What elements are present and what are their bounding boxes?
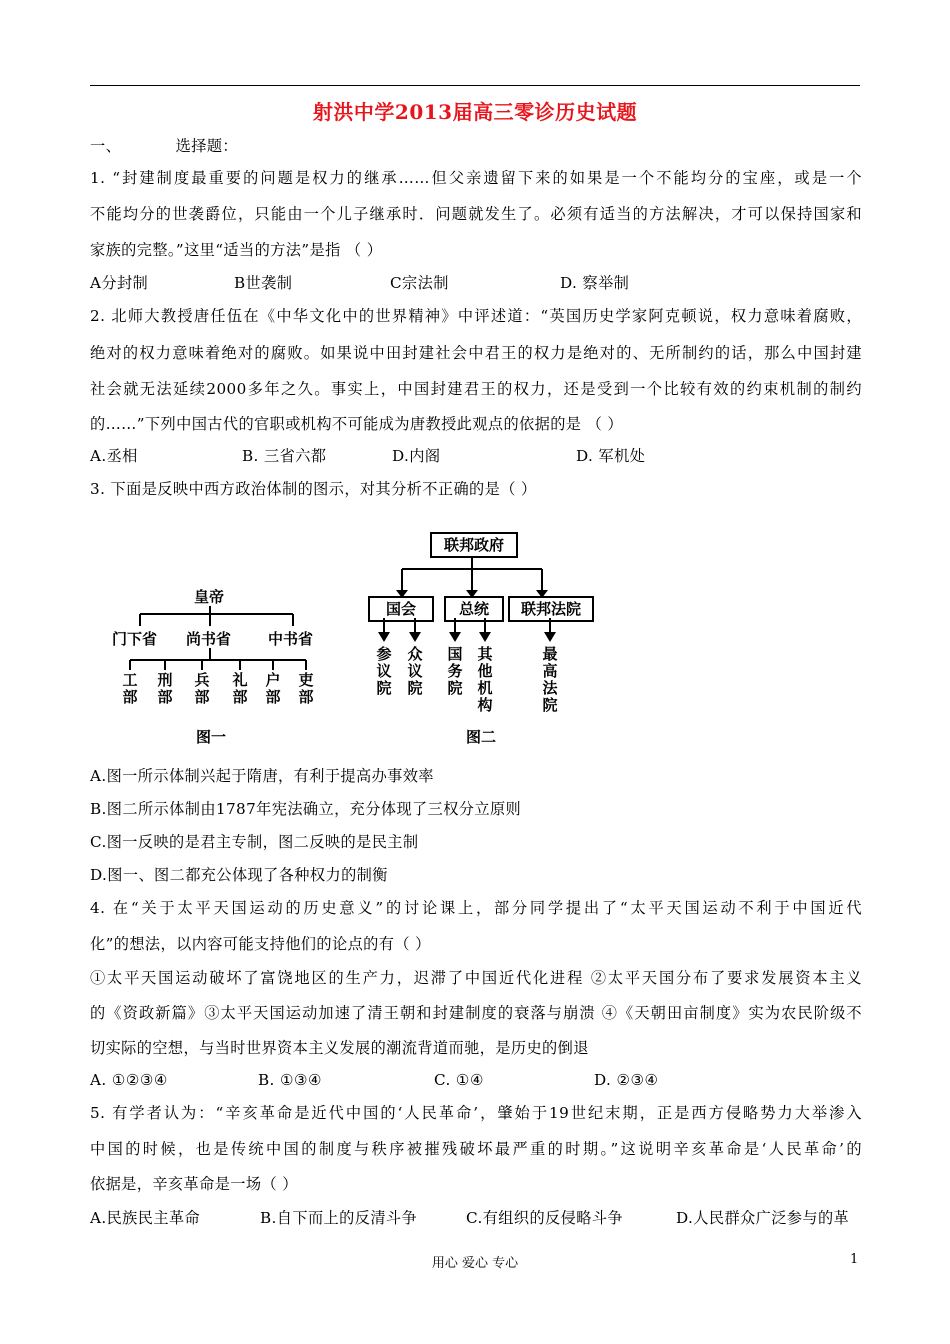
- fig1-ministry-personnel: 吏部: [298, 671, 314, 706]
- q1-option-c[interactable]: C宗法制: [390, 274, 449, 292]
- q5-option-a[interactable]: A.民族民主革命: [90, 1209, 201, 1227]
- fig1-ministry-works: 工部: [122, 671, 138, 706]
- q5-line-1: 5. 有学者认为：“辛亥革命是近代中国的‘人民革命’，肇始于19世纪末期，正是西方侵略势力大举渗入: [90, 1104, 862, 1122]
- fig1-zhongshu: 中书省: [268, 630, 314, 648]
- fig2-caption: 图二: [466, 728, 497, 746]
- q4-option-d[interactable]: D. ②③④: [594, 1071, 659, 1089]
- q5-line-2: 中国的时候，也是传统中国的制度与秩序被摧残破坏最严重的时期。”这说明辛亥革命是‘人民革命’的: [90, 1140, 862, 1158]
- fig1-ministry-revenue: 户部: [265, 671, 281, 706]
- fig2-supreme-court: 最高法院: [542, 645, 558, 714]
- q1-option-d[interactable]: D. 察举制: [560, 274, 630, 292]
- q2-option-b[interactable]: B. 三省六都: [242, 447, 327, 465]
- q1-line-2: 不能均分的世袭爵位，只能由一个儿子继承时．问题就发生了。必须有适当的方法解决，才可以保持国家和: [90, 205, 862, 223]
- q2-option-a[interactable]: A.丞相: [90, 447, 138, 465]
- q3-option-a[interactable]: A.图一所示体制兴起于隋唐，有利于提高办事效率: [90, 767, 434, 785]
- section-label: 选择题：: [175, 137, 239, 155]
- fig2-federal-court: 联邦法院: [508, 596, 594, 622]
- q2-line-1: 2. 北师大教授唐任伍在《中华文化中的世界精神》中评述道：“英国历史学家阿克顿说，权力意味着腐败，: [90, 307, 862, 325]
- q4-option-a[interactable]: A. ①②③④: [90, 1071, 168, 1089]
- q2-option-d[interactable]: D. 军机处: [576, 447, 646, 465]
- q1-option-b[interactable]: B世袭制: [234, 274, 293, 292]
- q5-option-c[interactable]: C.有组织的反侵略斗争: [466, 1209, 623, 1227]
- q5-option-b[interactable]: B.自下而上的反清斗争: [260, 1209, 418, 1227]
- q2-line-4: 的……”下列中国古代的官职或机构不可能成为唐教授此观点的依据的是 （ ）: [90, 415, 624, 433]
- q1-option-a[interactable]: A分封制: [90, 274, 149, 292]
- fig2-other-agencies: 其他机构: [477, 645, 493, 714]
- q1-line-3: 家族的完整。”这里“适当的方法”是指 （ ）: [90, 241, 383, 259]
- q5-line-3: 依据是，辛亥革命是一场（ ）: [90, 1175, 298, 1193]
- q2-option-c[interactable]: D.内阁: [392, 447, 441, 465]
- q4-option-b[interactable]: B. ①③④: [258, 1071, 323, 1089]
- fig1-emperor: 皇帝: [194, 588, 225, 606]
- fig2-congress: 国会: [368, 596, 434, 622]
- q3-diagram: [110, 522, 610, 750]
- q4-line-2: 化”的想法，以内容可能支持他们的论点的有（ ）: [90, 935, 431, 953]
- q2-line-3: 社会就无法延续2000多年之久。事实上，中国封建君王的权力，还是受到一个比较有效的约束机制的制约: [90, 380, 862, 398]
- q3-option-d[interactable]: D.图一、图二都充公体现了各种权力的制衡: [90, 866, 388, 884]
- fig1-shangshu: 尚书省: [186, 630, 232, 648]
- fig1-menxia: 门下省: [112, 630, 158, 648]
- header-rule: [90, 85, 860, 86]
- q3-option-b[interactable]: B.图二所示体制由1787年宪法确立，充分体现了三权分立原则: [90, 800, 522, 818]
- page-title: 射洪中学2013届高三零诊历史试题: [312, 100, 638, 124]
- q3-option-c[interactable]: C.图一反映的是君主专制，图二反映的是民主制: [90, 833, 419, 851]
- page-number: 1: [850, 1252, 859, 1267]
- q2-line-2: 绝对的权力意味着绝对的腐败。如果说中田封建社会中君王的权力是绝对的、无所制约的话，那么中国封建: [90, 344, 862, 362]
- section-number: 一、: [90, 137, 122, 155]
- fig1-ministry-justice: 刑部: [157, 671, 173, 706]
- q4-line-5: 切实际的空想，与当时世界资本主义发展的潮流背道而驰，是历史的倒退: [90, 1039, 589, 1057]
- fig2-state-council: 国务院: [447, 645, 463, 697]
- fig1-ministry-rites: 礼部: [232, 671, 248, 706]
- section-heading: [90, 136, 862, 156]
- q4-option-c[interactable]: C. ①④: [434, 1071, 484, 1089]
- fig1-caption: 图一: [196, 728, 227, 746]
- footer-text: 用心 爱心 专心: [431, 1256, 519, 1271]
- fig2-president: 总统: [444, 596, 504, 622]
- fig2-senate: 参议院: [376, 645, 392, 697]
- q4-line-3: ①太平天国运动破坏了富饶地区的生产力，迟滞了中国近代化进程 ②太平天国分布了要求发展资本主义: [90, 969, 862, 987]
- q1-line-1: 1. “封建制度最重要的问题是权力的继承……但父亲遗留下来的如果是一个不能均分的宝座，或是一个: [90, 169, 862, 187]
- fig1-ministry-war: 兵部: [194, 671, 210, 706]
- q4-line-1: 4. 在“关于太平天国运动的历史意义”的讨论课上，部分同学提出了“太平天国运动不利于中国近代: [90, 899, 862, 917]
- q4-line-4: 的《资政新篇》③太平天国运动加速了清王朝和封建制度的衰落与崩溃 ④《天朝田亩制度》实为农民阶级不: [90, 1004, 862, 1022]
- diagram-connectors: [110, 522, 610, 750]
- fig2-federal-government: 联邦政府: [430, 532, 518, 558]
- q5-option-d[interactable]: D.人民群众广泛参与的革: [676, 1209, 850, 1227]
- fig2-house: 众议院: [407, 645, 423, 697]
- q3-stem: 3. 下面是反映中西方政治体制的图示，对其分析不正确的是（ ）: [90, 480, 537, 498]
